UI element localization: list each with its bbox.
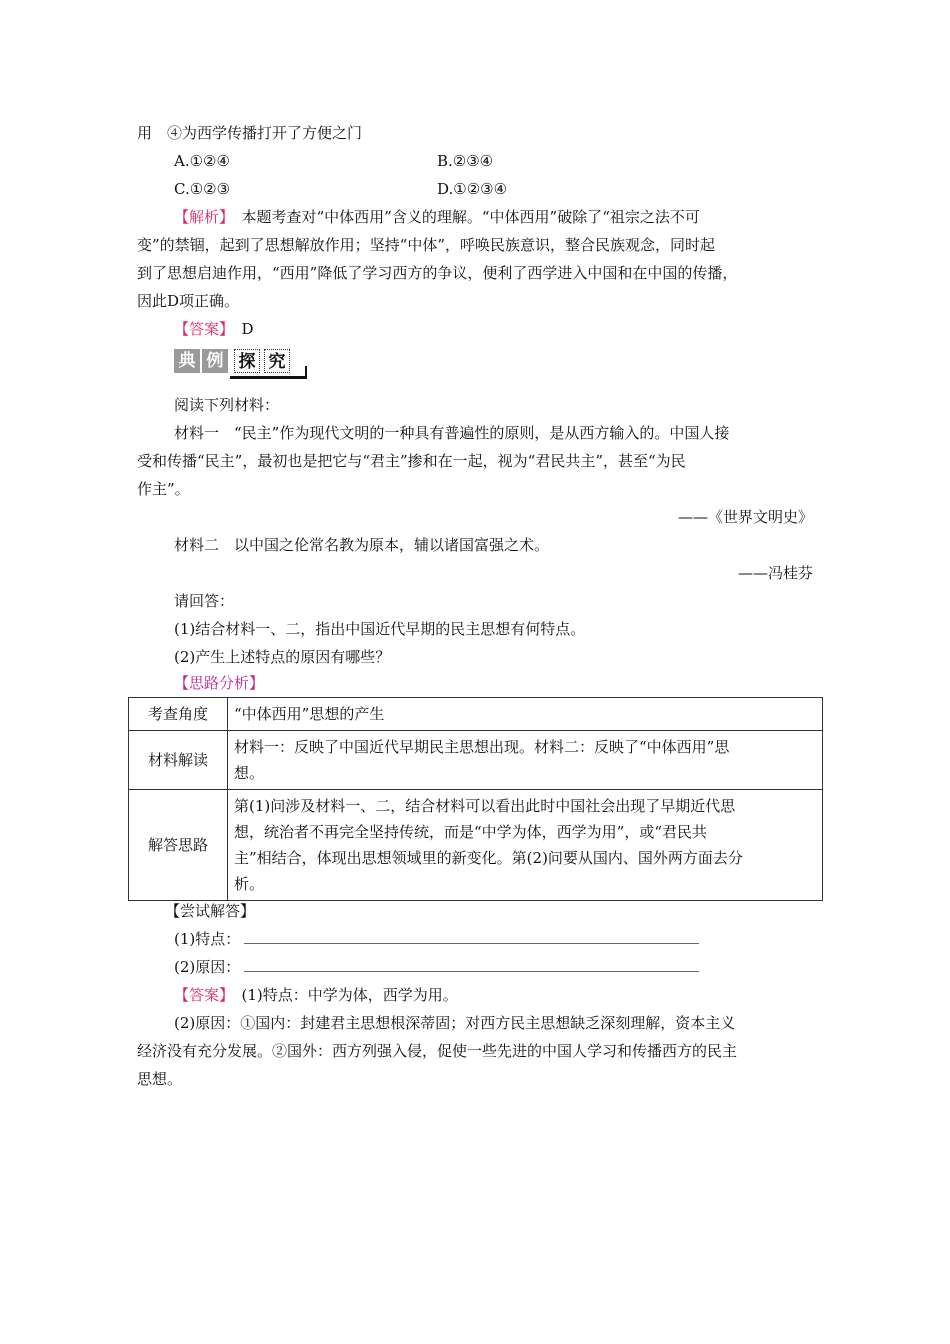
final-answer-line-1 [174, 985, 458, 1005]
section-banner [174, 349, 309, 379]
analysis-table [128, 697, 823, 901]
attempt-label-1: (1)特点： [174, 930, 241, 948]
cell-line: 第(1)问涉及材料一、二，结合材料可以看出此时中国社会出现了早期近代思 [234, 797, 736, 815]
material-2-source: ——冯桂芬 [737, 564, 813, 582]
attempt-field-2 [174, 957, 699, 977]
table-row [129, 790, 823, 901]
question-intro: 阅读下列材料： [174, 396, 280, 414]
analysis-tag: 【解析】 [174, 208, 227, 226]
banner-char-3: 探 [234, 349, 260, 373]
attempt-label-2: (2)原因： [174, 958, 241, 976]
banner-bracket [305, 366, 307, 378]
table-row [129, 731, 823, 790]
material-1-line-1: 材料一 “民主”作为现代文明的一种具有普遍性的原则，是从西方输入的。中国人接 [174, 424, 730, 442]
answer-blank-2[interactable] [244, 957, 699, 972]
cell-line: 想。 [234, 764, 265, 782]
table-content-cell [228, 790, 823, 901]
question-2: (2)产生上述特点的原因有哪些？ [174, 648, 391, 666]
cell-line: 材料一：反映了中国近代早期民主思想出现。材料二：反映了“中体西用”思 [234, 738, 730, 756]
option-c: C.①②③ [174, 180, 231, 198]
table-content-cell [228, 731, 823, 790]
analysis-text-1: 本题考查对“中体西用”含义的理解。“中体西用”破除了“祖宗之法不可 [226, 208, 700, 226]
attempt-tag: 【尝试解答】 [165, 902, 256, 920]
final-answer-line-4: 思想。 [137, 1070, 183, 1088]
thinking-tag: 【思路分析】 [174, 674, 265, 692]
material-1-source: ——《世界文明史》 [677, 508, 813, 526]
final-answer-line-3: 经济没有充分发展。②国外：西方列强入侵，促使一些先进的中国人学习和传播西方的民主 [137, 1042, 738, 1060]
analysis-line-4: 因此D项正确。 [137, 292, 240, 310]
attempt-field-1 [174, 929, 699, 949]
table-row [129, 698, 823, 731]
cell-line: 析。 [234, 875, 265, 893]
analysis-line-3: 到了思想启迪作用，“西用”降低了学习西方的争议，便利了西学进入中国和在中国的传播， [137, 264, 738, 282]
question-ask: 请回答： [174, 592, 235, 610]
banner-char-4: 究 [264, 349, 290, 373]
material-2: 材料二 以中国之伦常名教为原本，辅以诸国富强之术。 [174, 536, 550, 554]
final-answer-tag: 【答案】 [174, 986, 227, 1004]
answer-line-1 [174, 319, 254, 339]
final-answer-line-2: (2)原因：①国内：封建君主思想根深蒂固；对西方民主思想缺乏深刻理解，资本主义 [174, 1014, 736, 1032]
option-d: D.①②③④ [437, 180, 508, 198]
option-a: A.①②④ [174, 152, 230, 170]
cell-line: 想，统治者不再完全坚持传统，而是“中学为体，西学为用”，或“君民共 [234, 823, 708, 841]
table-header-cell: 材料解读 [129, 731, 228, 790]
analysis-line-2: 变”的禁锢，起到了思想解放作用；坚持“中体”，呼唤民族意识，整合民族观念，同时起 [137, 236, 716, 254]
analysis-line-1 [174, 207, 700, 227]
material-1-line-2: 受和传播“民主”，最初也是把它与“君主”掺和在一起，视为“君民共主”，甚至“为民 [137, 452, 686, 470]
cell-line: 主”相结合，体现出思想领域里的新变化。第(2)问要从国内、国外两方面去分 [234, 849, 743, 867]
banner-char-1: 典 [174, 349, 200, 373]
banner-char-2: 例 [202, 349, 228, 373]
table-header-cell: 考查角度 [129, 698, 228, 731]
answer-blank-1[interactable] [244, 929, 699, 944]
banner-underline [230, 376, 307, 379]
material-1-line-3: 作主”。 [137, 480, 190, 498]
question-1: (1)结合材料一、二，指出中国近代早期的民主思想有何特点。 [174, 620, 586, 638]
answer-value: D [226, 320, 254, 338]
final-answer-text-1: (1)特点：中学为体，西学为用。 [226, 986, 458, 1004]
answer-tag: 【答案】 [174, 320, 227, 338]
option-line-continued: 用 ④为西学传播打开了方便之门 [137, 124, 363, 142]
cell-line: “中体西用”思想的产生 [234, 705, 385, 723]
table-content-cell [228, 698, 823, 731]
table-header-cell: 解答思路 [129, 790, 228, 901]
option-b: B.②③④ [437, 152, 494, 170]
